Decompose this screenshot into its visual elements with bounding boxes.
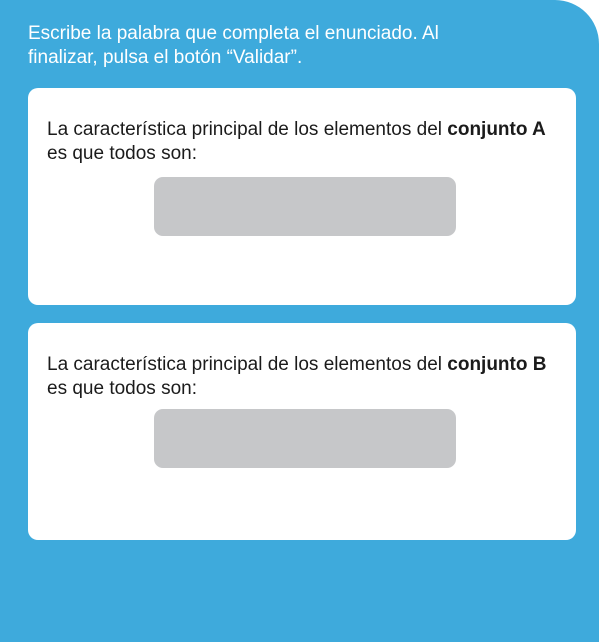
set-label-b: conjunto B xyxy=(447,354,547,375)
question-statement-b xyxy=(47,353,567,401)
question-card-b xyxy=(28,323,576,540)
question-statement-a xyxy=(47,118,567,166)
question-card-a xyxy=(28,88,576,305)
set-label-a: conjunto A xyxy=(447,119,546,140)
statement-text-before: La característica principal de los elementos del xyxy=(47,119,448,140)
statement-text-after: es que todos son: xyxy=(47,143,197,164)
instruction-text: Escribe la palabra que completa el enunciado. Al finalizar, pulsa el botón “Validar”. xyxy=(28,23,439,68)
statement-text-before: La característica principal de los elementos del xyxy=(47,354,448,375)
answer-input-b[interactable] xyxy=(154,409,456,468)
answer-input-a[interactable] xyxy=(154,177,456,236)
statement-text-after: es que todos son: xyxy=(47,378,197,399)
